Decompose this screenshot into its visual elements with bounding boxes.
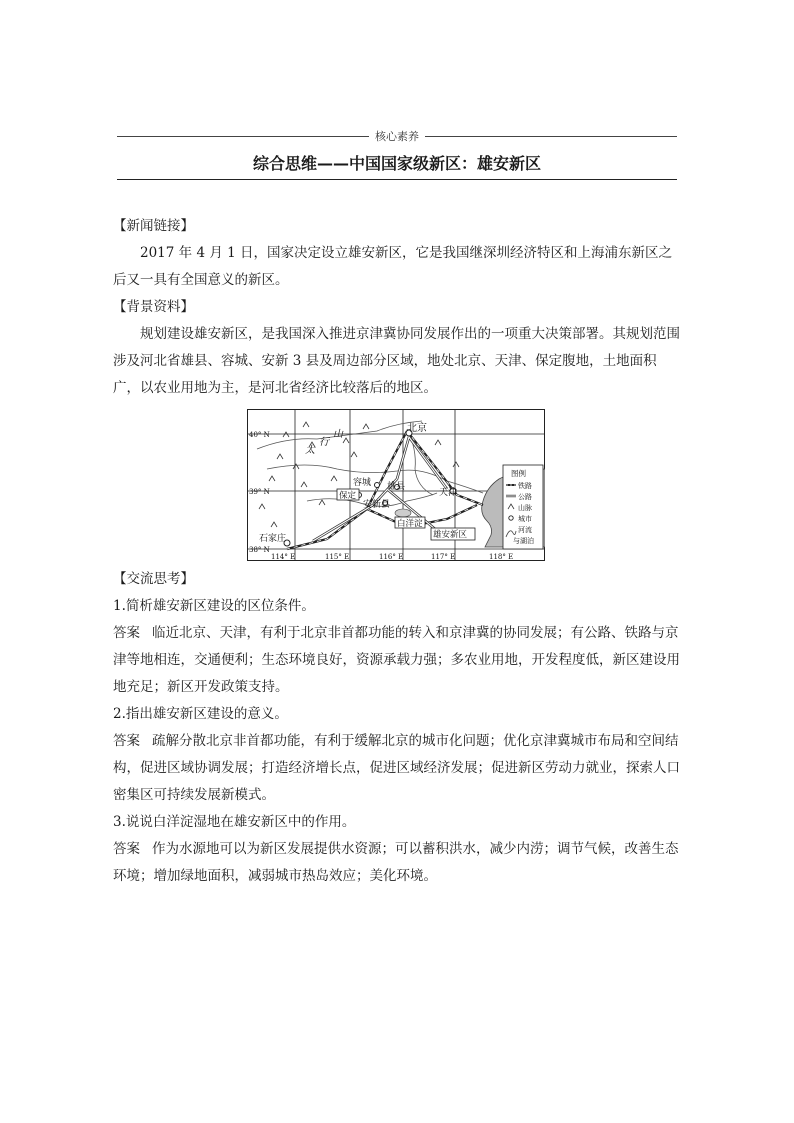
place-baiyangdian: 白洋淀 (397, 519, 423, 529)
lon-label-118: 118° E (489, 553, 514, 561)
mountain-label-char-3: 山 (333, 429, 343, 440)
lat-label-40: 40° N (249, 431, 270, 439)
place-baoding: 保定 (339, 491, 357, 501)
lat-label-39: 39° N (249, 488, 270, 496)
question-1: 1.简析雄安新区建设的区位条件。 (113, 598, 315, 614)
legend-title: 图例 (511, 469, 526, 478)
place-shijiazhuang: 石家庄 (259, 534, 287, 544)
news-paragraph: 2017 年 4 月 1 日，国家决定设立雄安新区，它是我国继深圳经济特区和上海浦东新区之后又一具有全国意义的新区。 (113, 245, 672, 288)
legend-river: 河流 (518, 526, 532, 534)
mountain-label-char-1: 太 (305, 445, 315, 456)
mountain-label-char-2: 行 (319, 437, 329, 448)
legend-highway: 公路 (518, 493, 532, 501)
answer-key-3: 答案 (113, 841, 140, 857)
lon-label-115: 115° E (325, 553, 350, 561)
answer-2-text: 疏解分散北京非首都功能，有利于缓解北京的城市化问题；优化京津冀城市布局和空间结构，促进区域协调发展；打造经济增长点，促进区域经济发展；促进新区劳动力就业，探索人口密集区可持续发展新模式。 (113, 733, 680, 803)
map-legend (503, 465, 543, 549)
answer-key-2: 答案 (113, 733, 140, 749)
answer-3-text: 作为水源地可以为新区发展提供水资源；可以蓄积洪水，减少内涝；调节气候，改善生态环境；增加绿地面积，减弱城市热岛效应；美化环境。 (113, 841, 679, 884)
lat-label-38: 38° N (249, 546, 270, 554)
place-beijing: 北京 (407, 423, 427, 434)
legend-city: 城市 (518, 515, 532, 523)
answer-key-1: 答案 (113, 625, 140, 641)
answer-1 (113, 620, 683, 701)
place-xiongxian: 雄县 (387, 482, 406, 492)
lon-label-114: 114° E (271, 553, 296, 561)
lon-label-116: 116° E (379, 553, 404, 561)
legend-mountain: 山脉 (518, 504, 532, 512)
section-tag-rule-left (117, 136, 369, 137)
place-anxin: 安新县 (363, 500, 391, 510)
answer-3 (113, 836, 683, 890)
lon-label-117: 117° E (431, 553, 456, 561)
page-title: 综合思维——中国国家级新区：雄安新区 (252, 154, 541, 173)
answer-2 (113, 728, 683, 809)
place-tianjin: 天津 (439, 488, 458, 498)
section-tag-text: 核心素养 (375, 130, 419, 143)
section-tag (117, 128, 677, 144)
legend-lake: 与湖泊 (513, 537, 534, 545)
place-rongcheng: 容城 (353, 478, 372, 488)
answer-1-text: 临近北京、天津，有利于北京非首都功能的转入和京津冀的协同发展；有公路、铁路与京津等地相连，交通便利；生态环境良好，资源承载力强；多农业用地，开发程度低，新区建设用地充足；新区开发政策支持。 (113, 625, 680, 695)
question-2: 2.指出雄安新区建设的意义。 (113, 706, 288, 722)
news-label: 【新闻链接】 (113, 218, 194, 234)
background-paragraph: 规划建设雄安新区，是我国深入推进京津冀协同发展作出的一项重大决策部署。其规划范围涉及河北省雄县、容城、安新 3 县及周边部分区域，地处北京、天津、保定腹地，土地面积广，以农业用地为主，是河北省经济比较落后的地区。 (113, 326, 680, 396)
section-tag-rule-right (425, 136, 677, 137)
question-3: 3.说说白洋淀湿地在雄安新区中的作用。 (113, 814, 356, 830)
title-rule (117, 179, 677, 180)
background-label: 【背景资料】 (113, 299, 194, 315)
location-map-svg (247, 409, 545, 561)
location-map (247, 409, 545, 561)
legend-railway: 铁路 (518, 482, 532, 490)
place-xiongan: 雄安新区 (433, 530, 468, 540)
discussion-label: 【交流思考】 (113, 571, 194, 587)
